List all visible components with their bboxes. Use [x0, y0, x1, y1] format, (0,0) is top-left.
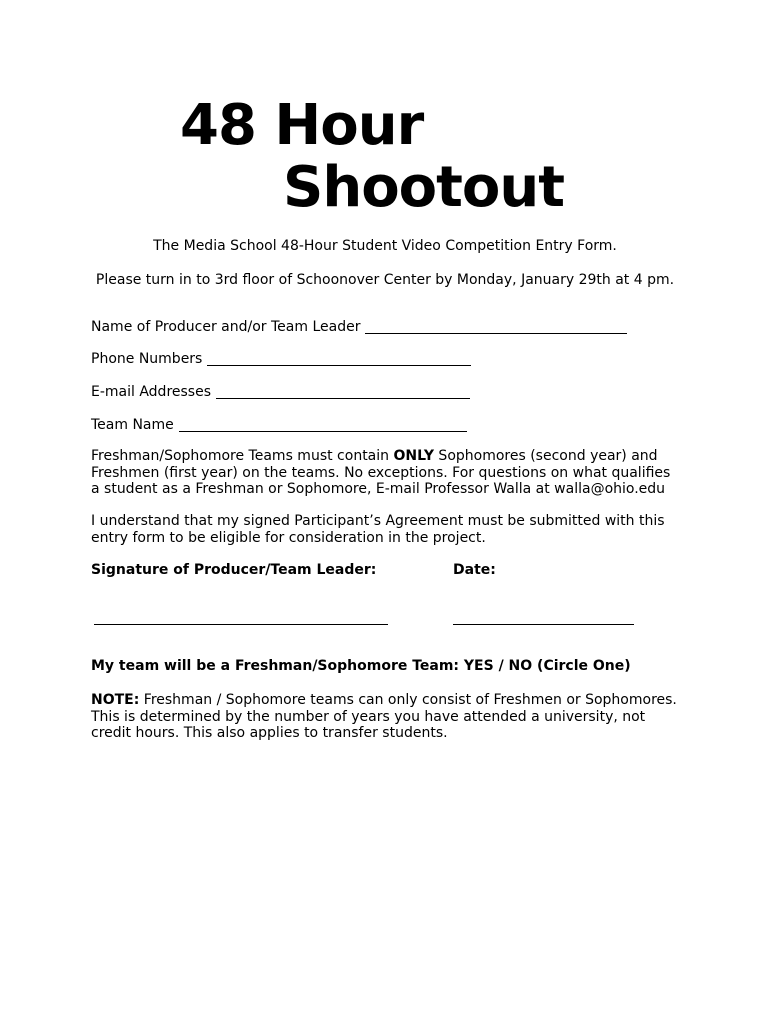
phone-input-line[interactable]: [207, 351, 471, 366]
phone-label: Phone Numbers: [91, 351, 203, 367]
email-label: E-mail Addresses: [91, 384, 212, 400]
date-line[interactable]: [453, 624, 634, 625]
email-field: [91, 383, 470, 401]
eligibility-text-before: Freshman/Sophomore Teams must contain: [91, 448, 394, 464]
email-input-line[interactable]: [216, 384, 470, 399]
note-text: Freshman / Sophomore teams can only consist of Freshmen or Sophomores. This is determined by the number of years you have attended a university, not credit hours. This also applies to transfer students.: [91, 692, 677, 741]
title-line-1: 48 Hour: [180, 93, 424, 158]
eligibility-emphasis: ONLY: [393, 448, 434, 464]
signature-label: Signature of Producer/Team Leader:: [91, 562, 377, 578]
team-name-field: [91, 416, 467, 434]
date-label: Date:: [453, 562, 496, 578]
producer-input-line[interactable]: [365, 319, 627, 334]
team-name-input-line[interactable]: [179, 417, 467, 432]
title-line-2: Shootout: [283, 155, 565, 220]
producer-label: Name of Producer and/or Team Leader: [91, 319, 361, 335]
phone-field: [91, 350, 471, 368]
note-paragraph: [91, 692, 681, 742]
team-type-question: My team will be a Freshman/Sophomore Team: YES / NO (Circle One): [91, 658, 631, 674]
agreement-paragraph: I understand that my signed Participant’s Agreement must be submitted with this entry form to be eligible for consideration in the project.: [91, 513, 665, 546]
eligibility-text-after: Sophomores (second year) and Freshmen (first year) on the teams. No exceptions. For questions on what qualifies a student as a Freshman or Sophomore, E-mail Professor Walla at walla@ohio.edu: [91, 448, 671, 497]
eligibility-paragraph: [91, 448, 681, 498]
submission-deadline: Please turn in to 3rd floor of Schoonover Center by Monday, January 29th at 4 pm.: [95, 272, 675, 288]
producer-field: [91, 318, 627, 336]
team-name-label: Team Name: [91, 417, 174, 433]
form-subtitle: The Media School 48-Hour Student Video Competition Entry Form.: [153, 238, 617, 254]
signature-line[interactable]: [94, 624, 388, 625]
note-label: NOTE:: [91, 692, 140, 708]
